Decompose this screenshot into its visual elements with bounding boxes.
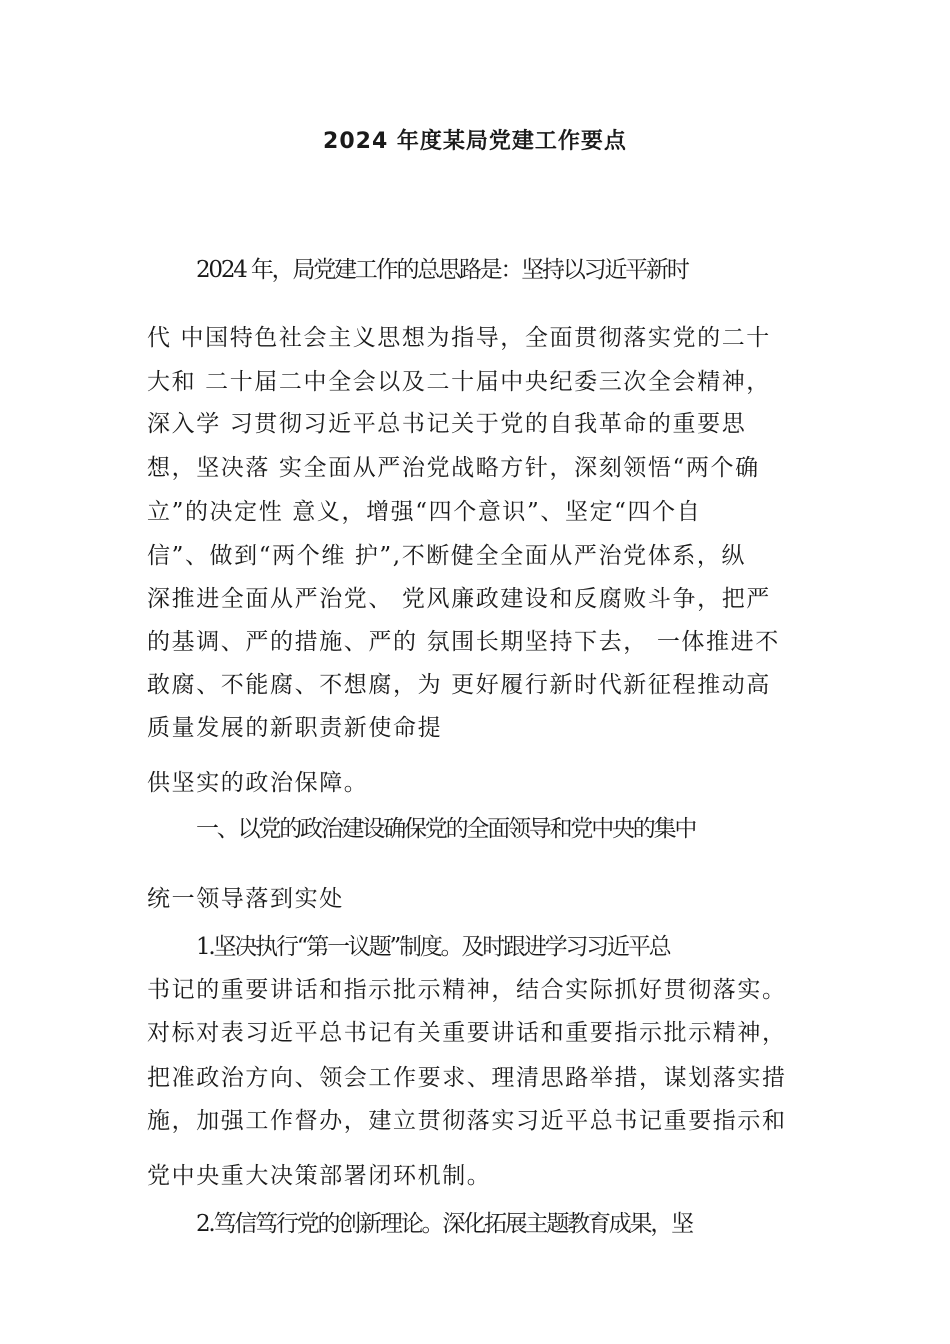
text-line: 立”的决定性 意义，增强“四个意识”、坚定“四个自 <box>147 499 702 525</box>
text-line: 2.笃信笃行党的创新理论。深化拓展主题教育成果，坚 <box>196 1211 692 1237</box>
text-line: 敢腐、不能腐、不想腐，为 更好履行新时代新征程推动高 <box>147 672 771 698</box>
text-line: 代 中国特色社会主义思想为指导，全面贯彻落实党的二十 <box>147 325 771 351</box>
section-heading: 统一领导落到实处 <box>147 886 344 912</box>
text-line: 信”、做到“两个维 护”,不断健全全面从严治党体系，纵 <box>147 543 747 569</box>
text-line: 想，坚决落 实全面从严治党战略方针，深刻领悟“两个确 <box>147 455 760 481</box>
text-line: 深入学 习贯彻习近平总书记关于党的自我革命的重要思 <box>147 411 747 437</box>
document-title: 2024 年度某局党建工作要点 <box>323 129 627 154</box>
section-heading: 一、以党的政治建设确保党的全面领导和党中央的集中 <box>196 816 696 842</box>
text-line: 供坚实的政治保障。 <box>147 770 369 796</box>
text-line: 1.坚决执行“第一议题”制度。及时跟进学习习近平总 <box>196 934 670 960</box>
text-line: 的基调、严的措施、严的 氛围长期坚持下去， 一体推进不 <box>147 629 780 655</box>
text-line: 党中央重大决策部署闭环机制。 <box>147 1163 492 1189</box>
text-line: 大和 二十届二中全会以及二十届中央纪委三次全会精神， <box>147 369 771 395</box>
text-line: 书记的重要讲话和指示批示精神，结合实际抓好贯彻落实。 <box>147 977 787 1003</box>
text-line: 施，加强工作督办，建立贯彻落实习近平总书记重要指示和 <box>147 1108 787 1134</box>
text-line: 把准政治方向、领会工作要求、理清思路举措，谋划落实措 <box>147 1065 787 1091</box>
text-line: 对标对表习近平总书记有关重要讲话和重要指示批示精神， <box>147 1020 787 1046</box>
text-line: 深推进全面从严治党、 党风廉政建设和反腐败斗争，把严 <box>147 586 771 612</box>
text-line: 质量发展的新职责新使命提 <box>147 715 443 741</box>
text-line: 2024 年，局党建工作的总思路是：坚持以习近平新时 <box>196 257 688 283</box>
